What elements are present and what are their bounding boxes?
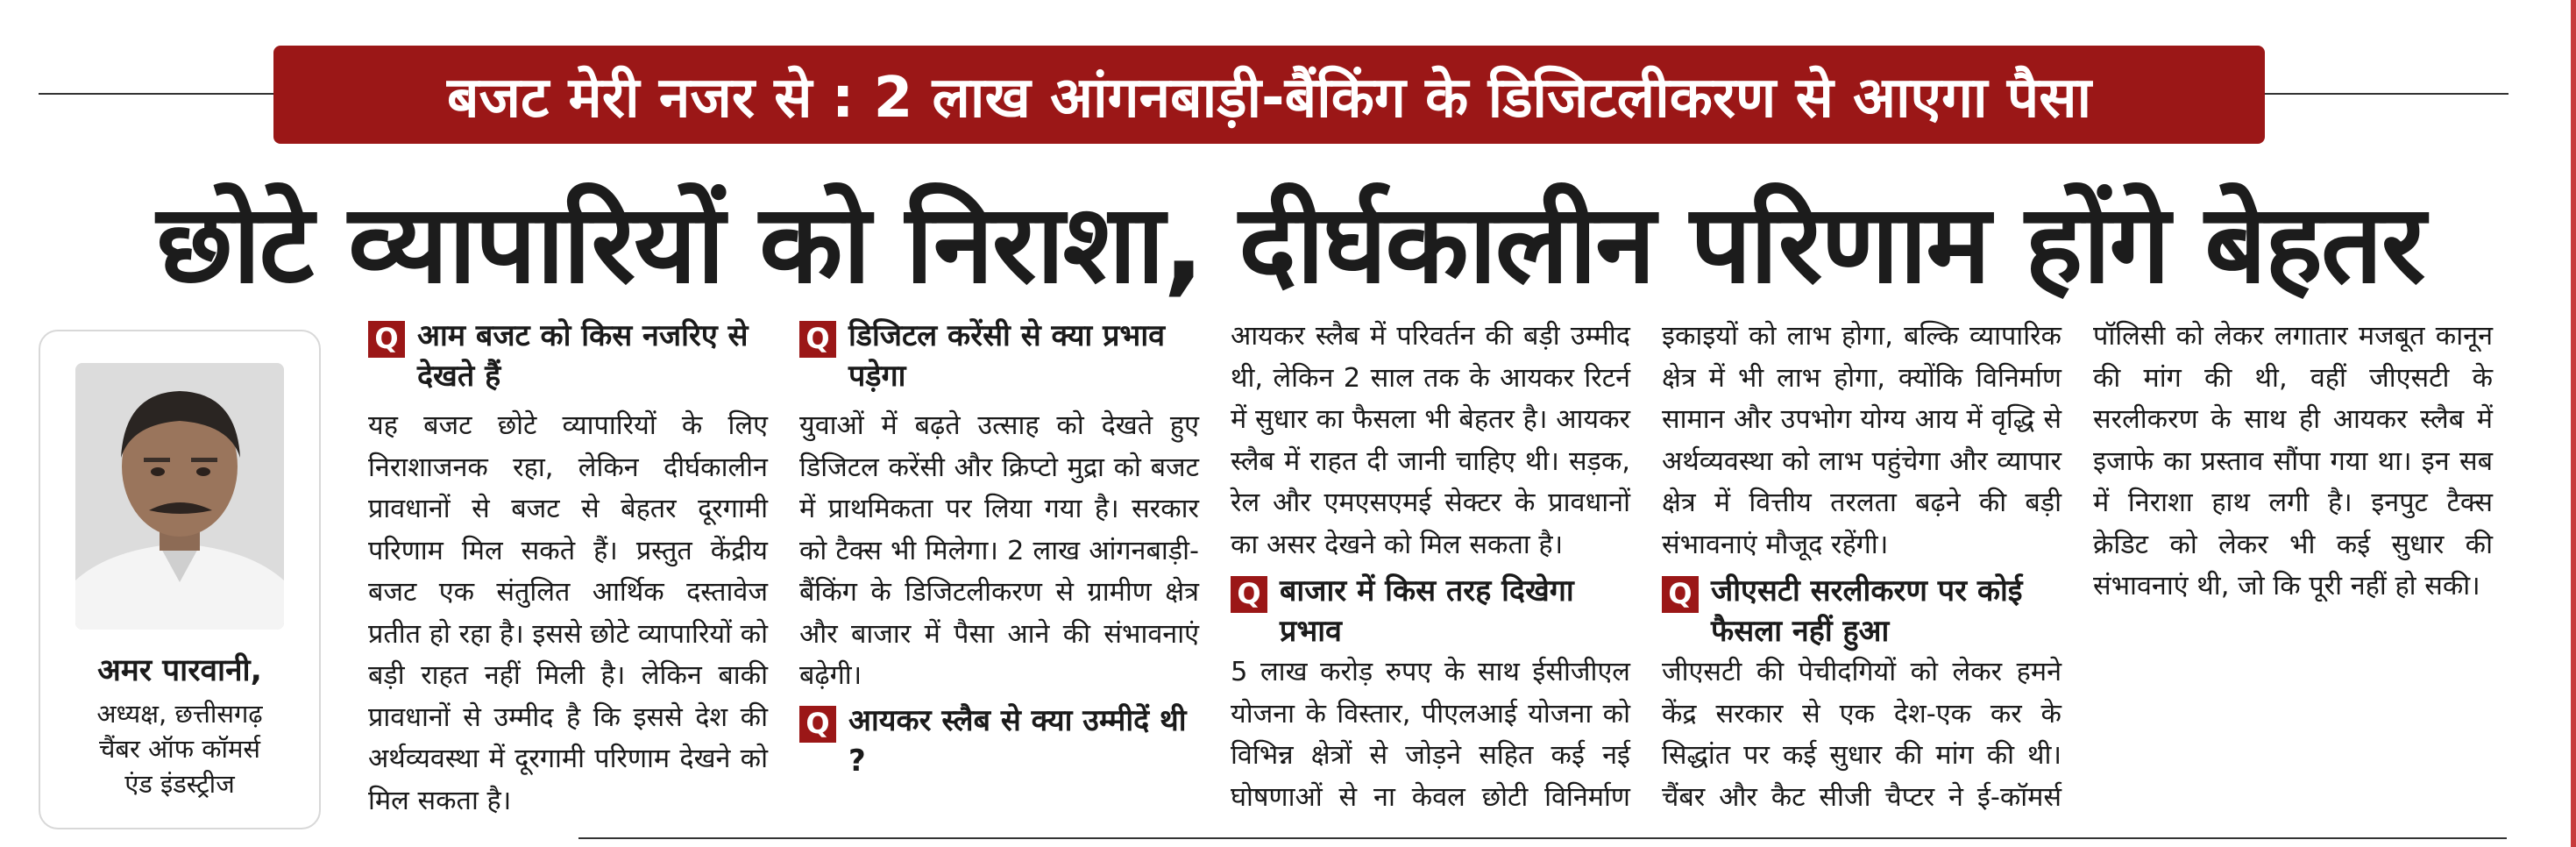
person-photo <box>75 363 284 630</box>
person-name: अमर पारवानी, <box>97 653 262 688</box>
bottom-rule <box>578 837 2507 839</box>
q-badge-icon: Q <box>799 321 836 358</box>
question-1 <box>368 316 768 396</box>
question-3 <box>799 701 1199 781</box>
question-1-text: आम बजट को किस नजरिए से देखते हैं <box>417 318 749 394</box>
answer-2-text: युवाओं में बढ़ते उत्साह को देखते हुए डिजिटल करेंसी और क्रिप्टो मुद्रा को बजट में प्राथमिकता पर लिया गया है। सरकार को टैक्स भी मिलेगा। 2 लाख आंगनबाड़ी-बैंकिंग के डिजिटलीकरण से ग्रामीण क्षेत्र और बाजार में पैसा आने की संभावनाएं बढ़ेगी। <box>799 410 1199 691</box>
answer-1-text: यह बजट छोटे व्यापारियों के लिए निराशाजनक रहा, लेकिन दीर्घकालीन प्रावधानों से बजट से बेहतर दूरगामी परिणाम मिल सकते हैं। प्रस्तुत केंद्रीय बजट एक संतुलित आर्थिक दस्तावेज प्रतीत हो रहा है। इससे छोटे व्यापारियों को बड़ी राहत नहीं मिली है। लेकिन बाकी प्रावधानों से उम्मीद है कि इससे देश की अर्थव्यवस्था में दूरगामी परिणाम देखने को मिल सकता है। <box>368 410 768 816</box>
q-badge-icon: Q <box>799 706 836 743</box>
question-5 <box>1662 571 2062 651</box>
banner-rule-right <box>2254 93 2509 95</box>
q-badge-icon: Q <box>1231 576 1267 613</box>
top-banner <box>273 46 2265 144</box>
profile-card <box>39 330 321 829</box>
banner-rule-left <box>39 93 284 95</box>
q-badge-icon: Q <box>368 321 405 358</box>
column-3-5-flow <box>1231 316 2493 842</box>
question-5-text: जीएसटी सरलीकरण पर कोई फैसला नहीं हुआ <box>1711 573 2023 649</box>
portrait-image <box>75 363 284 630</box>
page-headline: छोटे व्यापारियों को निराशा, दीर्घकालीन परिणाम होंगे बेहतर <box>156 181 2424 308</box>
question-2 <box>799 316 1199 396</box>
answer-3-text: आयकर स्लैब में परिवर्तन की बड़ी उम्मीद थी, लेकिन 2 साल तक के आयकर रिटर्न में सुधार का फैसला भी बेहतर है। आयकर स्लैब में राहत दी जानी चाहिए थी। सड़क, रेल और एमएसएमई सेक्टर के प्रावधानों का असर देखने को मिल सकता है। <box>1231 321 1630 560</box>
column-1 <box>368 316 768 822</box>
banner-text: बजट मेरी नजर से : 2 लाख आंगनबाड़ी-बैंकिंग के डिजिटलीकरण से आएगा पैसा <box>446 65 2092 131</box>
person-title-line1: अध्यक्ष, छत्तीसगढ़ <box>96 699 263 729</box>
column-2 <box>799 316 1199 781</box>
question-3-text: आयकर स्लैब से क्या उम्मीदें थी ? <box>848 702 1187 779</box>
question-4-text: बाजार में किस तरह दिखेगा प्रभाव <box>1280 573 1574 649</box>
person-title-line3: एंड इंडस्ट्रीज <box>124 769 235 799</box>
person-title-line2: चैंबर ऑफ कॉमर्स <box>98 734 261 764</box>
right-edge-rule <box>2571 0 2576 847</box>
question-2-text: डिजिटल करेंसी से क्या प्रभाव पड़ेगा <box>848 318 1166 394</box>
q-badge-icon: Q <box>1662 576 1699 613</box>
answer-4-text: 5 लाख करोड़ रुपए के साथ ईसीजीएल योजना के विस्तार, पीएलआई योजना को विभिन्न क्षेत्रों से जोड़ने सहित कई नई घोषणाओं से ना केवल छोटी विनिर्माण इकाइयों को लाभ होगा, बल्कि व्यापारिक क्षेत्र में भी लाभ होगा, क्योंकि विनिर्माण सामान और उपभोग योग्य आय में वृद्धि से अर्थव्यवस्था को लाभ पहुंचेगा और व्यापार क्षेत्र में वित्तीय तरलता बढ़ने की बड़ी संभावनाएं मौजूद रहेंगी। <box>1231 321 2062 813</box>
question-4 <box>1231 571 1630 651</box>
answer-5-text: जीएसटी की पेचीदगियों को लेकर हमने केंद्र सरकार से एक देश-एक कर के सिद्धांत पर कई सुधार की मांग की थी। चैंबर और कैट सीजी चैप्टर ने ई-कॉमर्स पॉलिसी को लेकर लगातार मजबूत कानून की मांग की थी, वहीं जीएसटी के सरलीकरण के साथ ही आयकर स्लैब में इजाफे का प्रस्ताव सौंपा गया था। इन सब में निराशा हाथ लगी है। इनपुट टैक्स क्रेडिट को लेकर भी कई सुधार की संभावनाएं थी, जो कि पूरी नहीं हो सकी। <box>1662 321 2493 813</box>
